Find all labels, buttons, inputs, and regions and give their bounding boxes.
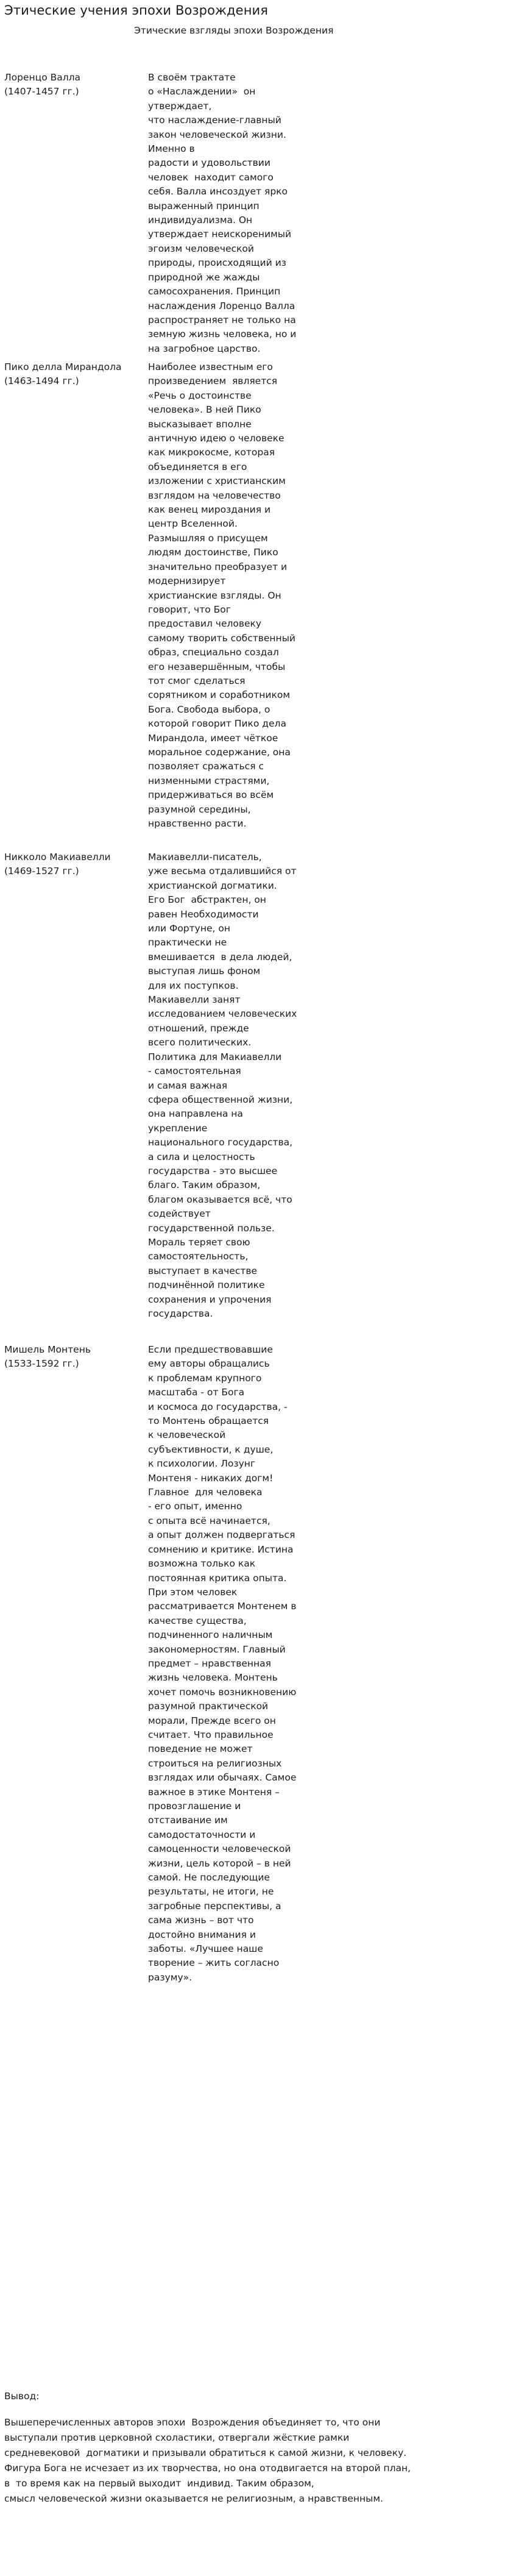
- description-line: «Речь о достоинстве: [148, 390, 252, 401]
- page-title: Этические учения эпохи Возрождения: [4, 3, 269, 18]
- description-line: что наслаждение-главный: [148, 115, 281, 126]
- description-line: загробные перспективы, а: [148, 1900, 281, 1912]
- description-line: Его Бог абстрактен, он: [148, 894, 266, 906]
- description-line: сорятником и соработником: [148, 689, 291, 701]
- author-name: Лоренцо Валла: [4, 72, 81, 83]
- conclusion-line: Фигура Бога не исчезает из их творчества, но она отодвигается на второй план,: [4, 2463, 411, 2474]
- description-line: морали, Прежде всего он: [148, 1715, 276, 1726]
- author-description-valla: [148, 71, 331, 356]
- description-line: как венец мироздания и: [148, 504, 271, 516]
- description-line: христианской догматики.: [148, 880, 277, 891]
- description-line: жизнь человека. Монтень: [148, 1672, 278, 1684]
- description-line: на загробное царство.: [148, 343, 261, 354]
- description-line: постоянная критика опыта.: [148, 1572, 287, 1584]
- author-cell-machiavelli: [4, 850, 150, 879]
- description-line: придерживаться во всём: [148, 789, 274, 801]
- description-line: сфера общественной жизни,: [148, 1094, 293, 1105]
- description-line: людям достоинстве, Пико: [148, 547, 278, 558]
- description-line: его незавершённым, чтобы: [148, 661, 286, 672]
- description-line: выступает в качестве: [148, 1265, 258, 1276]
- description-line: творение – жить согласно: [148, 1957, 280, 1969]
- description-line: распространяет не только на: [148, 314, 296, 326]
- description-line: нравственно расти.: [148, 818, 247, 829]
- description-line: себя. Валла инсоздует ярко: [148, 186, 288, 197]
- conclusion-line: смысл человеческой жизни оказывается не религиозным, а нравственным.: [4, 2493, 384, 2504]
- description-line: содействует: [148, 1208, 211, 1220]
- author-years: (1533-1592 гг.): [4, 1358, 79, 1370]
- description-line: государства - это высшее: [148, 1165, 278, 1176]
- description-line: образ, специально создал: [148, 647, 279, 658]
- description-line: самоценности человеческой: [148, 1843, 291, 1855]
- description-line: самостоятельность,: [148, 1251, 249, 1262]
- description-line: уже весьма отдалившийся от: [148, 866, 297, 877]
- description-line: взглядом на человечество: [148, 489, 281, 501]
- description-line: к проблемам крупного: [148, 1372, 262, 1384]
- description-line: земную жизнь человека, но и: [148, 329, 297, 340]
- description-line: разуму».: [148, 1971, 193, 1983]
- description-line: строиться на религиозных: [148, 1757, 282, 1769]
- description-line: индивидуализма. Он: [148, 215, 253, 226]
- description-line: а опыт должен подвергаться: [148, 1529, 295, 1541]
- description-line: равен Необходимости: [148, 908, 259, 920]
- description-line: предоставил человеку: [148, 618, 262, 630]
- description-line: самому творить собственный: [148, 632, 296, 644]
- author-name: Никколо Макиавелли: [4, 852, 111, 863]
- conclusion-line: в то время как на первый выходит индивид. Таким образом,: [4, 2478, 314, 2489]
- description-line: сама жизнь – вот что: [148, 1915, 254, 1926]
- description-line: сохранения и упрочения: [148, 1293, 272, 1305]
- description-line: а сила и целостность: [148, 1151, 255, 1162]
- description-line: Монтеня - никаких догм!: [148, 1472, 274, 1484]
- description-line: для их поступков.: [148, 980, 239, 991]
- author-years: (1407-1457 гг.): [4, 86, 79, 98]
- description-line: утверждает,: [148, 100, 212, 112]
- description-line: природной же жажды: [148, 271, 260, 283]
- description-line: Политика для Макиавелли: [148, 1051, 282, 1062]
- description-line: благом оказывается всё, что: [148, 1194, 292, 1205]
- description-line: к человеческой: [148, 1429, 226, 1441]
- description-line: Если предшествовавшие: [148, 1344, 273, 1355]
- description-line: изложении с христианским: [148, 475, 286, 487]
- conclusion-paragraph: [4, 2415, 513, 2507]
- author-cell-montaigne: [4, 1343, 150, 1372]
- description-line: закономерностям. Главный: [148, 1643, 286, 1655]
- conclusion-line: выступали против церковной схоластики, отвергали жёсткие рамки: [4, 2432, 350, 2443]
- description-line: вмешивается в дела людей,: [148, 951, 292, 962]
- description-line: хочет помочь возникновению: [148, 1686, 297, 1698]
- description-line: сомнению и критике. Истина: [148, 1543, 294, 1555]
- description-line: Мирандола, имеет чёткое: [148, 732, 278, 744]
- description-line: Бога. Свобода выбора, о: [148, 703, 270, 715]
- document-subtitle: Этические взгляды эпохи Возрождения: [134, 25, 334, 36]
- description-line: считает. Что правильное: [148, 1729, 274, 1740]
- description-line: низменными страстями,: [148, 775, 270, 786]
- conclusion-heading: Вывод:: [4, 2391, 40, 2402]
- description-line: центр Вселенной.: [148, 518, 238, 530]
- description-line: Размышляя о присущем: [148, 532, 268, 544]
- description-line: античную идею о человеке: [148, 433, 285, 444]
- description-line: исследованием человеческих: [148, 1008, 297, 1020]
- author-name: Пико делла Мирандола: [4, 361, 122, 372]
- description-line: всего политических.: [148, 1037, 252, 1048]
- description-line: она направлена на: [148, 1108, 243, 1120]
- description-line: к психологии. Лозунг: [148, 1458, 256, 1470]
- author-description-pico: [148, 360, 331, 831]
- description-line: самой. Не последующие: [148, 1872, 270, 1884]
- description-line: самодостаточности и: [148, 1829, 256, 1840]
- description-line: Макиавелли занят: [148, 994, 241, 1006]
- description-line: высказывает вполне: [148, 418, 252, 430]
- description-line: благо. Таким образом,: [148, 1179, 261, 1191]
- author-description-machiavelli: [148, 850, 331, 1321]
- description-line: моральное содержание, она: [148, 746, 291, 758]
- conclusion-line: средневековой догматики и призывали обратиться к самой жизни, к человеку.: [4, 2447, 407, 2458]
- description-line: разумной середины,: [148, 803, 251, 815]
- description-line: или Фортуне, он: [148, 923, 230, 934]
- description-line: разумной практической: [148, 1701, 269, 1712]
- description-line: Именно в: [148, 143, 195, 155]
- description-line: - его опыт, именно: [148, 1501, 242, 1512]
- description-line: заботы. «Лучшее наше: [148, 1943, 263, 1955]
- description-line: подчиненного наличным: [148, 1629, 273, 1641]
- description-line: говорит, что Бог: [148, 603, 231, 615]
- description-line: наслаждения Лоренцо Валла: [148, 300, 295, 311]
- description-line: результаты, не итоги, не: [148, 1886, 274, 1898]
- description-line: рассматривается Монтенем в: [148, 1601, 297, 1612]
- description-line: эгоизм человеческой: [148, 243, 254, 254]
- description-line: жизни, цель которой – в ней: [148, 1857, 291, 1869]
- description-line: масштаба - от Бога: [148, 1387, 245, 1398]
- description-line: Главное для человека: [148, 1487, 263, 1498]
- author-name: Мишель Монтень: [4, 1344, 91, 1355]
- description-line: с опыта всё начинается,: [148, 1515, 270, 1526]
- description-line: выступая лишь фоном: [148, 966, 261, 977]
- description-line: объединяется в его: [148, 461, 247, 472]
- description-line: самосохранения. Принцип: [148, 286, 281, 297]
- description-line: национального государства,: [148, 1137, 293, 1148]
- description-line: тот смог сделаться: [148, 675, 246, 686]
- description-line: природы, происходящий из: [148, 257, 286, 269]
- description-line: как микрокосме, которая: [148, 447, 275, 458]
- description-line: утверждает неискоренимый: [148, 229, 292, 240]
- description-line: закон человеческой жизни.: [148, 129, 286, 140]
- author-cell-valla: [4, 71, 150, 99]
- description-line: христианские взгляды. Он: [148, 589, 281, 601]
- description-line: позволяет сражаться с: [148, 761, 264, 772]
- author-years: (1463-1494 гг.): [4, 375, 79, 387]
- description-line: практически не: [148, 937, 227, 948]
- description-line: государственной пользе.: [148, 1222, 275, 1234]
- description-line: возможна только как: [148, 1558, 256, 1570]
- description-line: радости и удовольствии: [148, 157, 270, 169]
- description-line: то Монтень обращается: [148, 1415, 269, 1427]
- description-line: ему авторы обращались: [148, 1358, 270, 1370]
- description-line: и самая важная: [148, 1080, 228, 1091]
- description-line: о «Наслаждении» он: [148, 86, 256, 98]
- description-line: значительно преобразует и: [148, 561, 288, 572]
- author-description-montaigne: [148, 1343, 331, 1985]
- description-line: отношений, прежде: [148, 1022, 249, 1034]
- description-line: провозглашение и: [148, 1801, 241, 1812]
- description-line: отстаивание им: [148, 1815, 228, 1826]
- description-line: укрепление: [148, 1122, 208, 1134]
- description-line: и космоса до государства, -: [148, 1401, 288, 1412]
- description-line: государства.: [148, 1308, 213, 1319]
- description-line: человек находит самого: [148, 171, 274, 183]
- description-line: предмет – нравственная: [148, 1657, 272, 1669]
- description-line: выраженный принцип: [148, 200, 260, 212]
- conclusion-line: Вышеперечисленных авторов эпохи Возрождения объединяет то, что они: [4, 2417, 381, 2428]
- description-line: важное в этике Монтеня –: [148, 1786, 280, 1798]
- description-line: субъективности, к душе,: [148, 1443, 274, 1455]
- author-cell-pico: [4, 360, 150, 389]
- description-line: человека». В ней Пико: [148, 404, 261, 416]
- description-line: взглядах или обычаях. Самое: [148, 1772, 297, 1784]
- description-line: подчинённой политике: [148, 1279, 265, 1291]
- description-line: поведение не может: [148, 1743, 253, 1755]
- author-years: (1469-1527 гг.): [4, 866, 79, 877]
- description-line: Мораль теряет свою: [148, 1236, 250, 1248]
- description-line: Наиболее известным его: [148, 361, 273, 372]
- description-line: При этом человек: [148, 1586, 238, 1598]
- description-line: модернизирует: [148, 575, 226, 587]
- description-line: - самостоятельная: [148, 1066, 241, 1077]
- description-line: качестве существа,: [148, 1615, 247, 1626]
- description-line: которой говорит Пико дела: [148, 718, 286, 730]
- description-line: В своём трактате: [148, 72, 236, 83]
- description-line: достойно внимания и: [148, 1929, 256, 1940]
- description-line: Макиавелли-писатель,: [148, 852, 262, 863]
- description-line: произведением является: [148, 375, 278, 387]
